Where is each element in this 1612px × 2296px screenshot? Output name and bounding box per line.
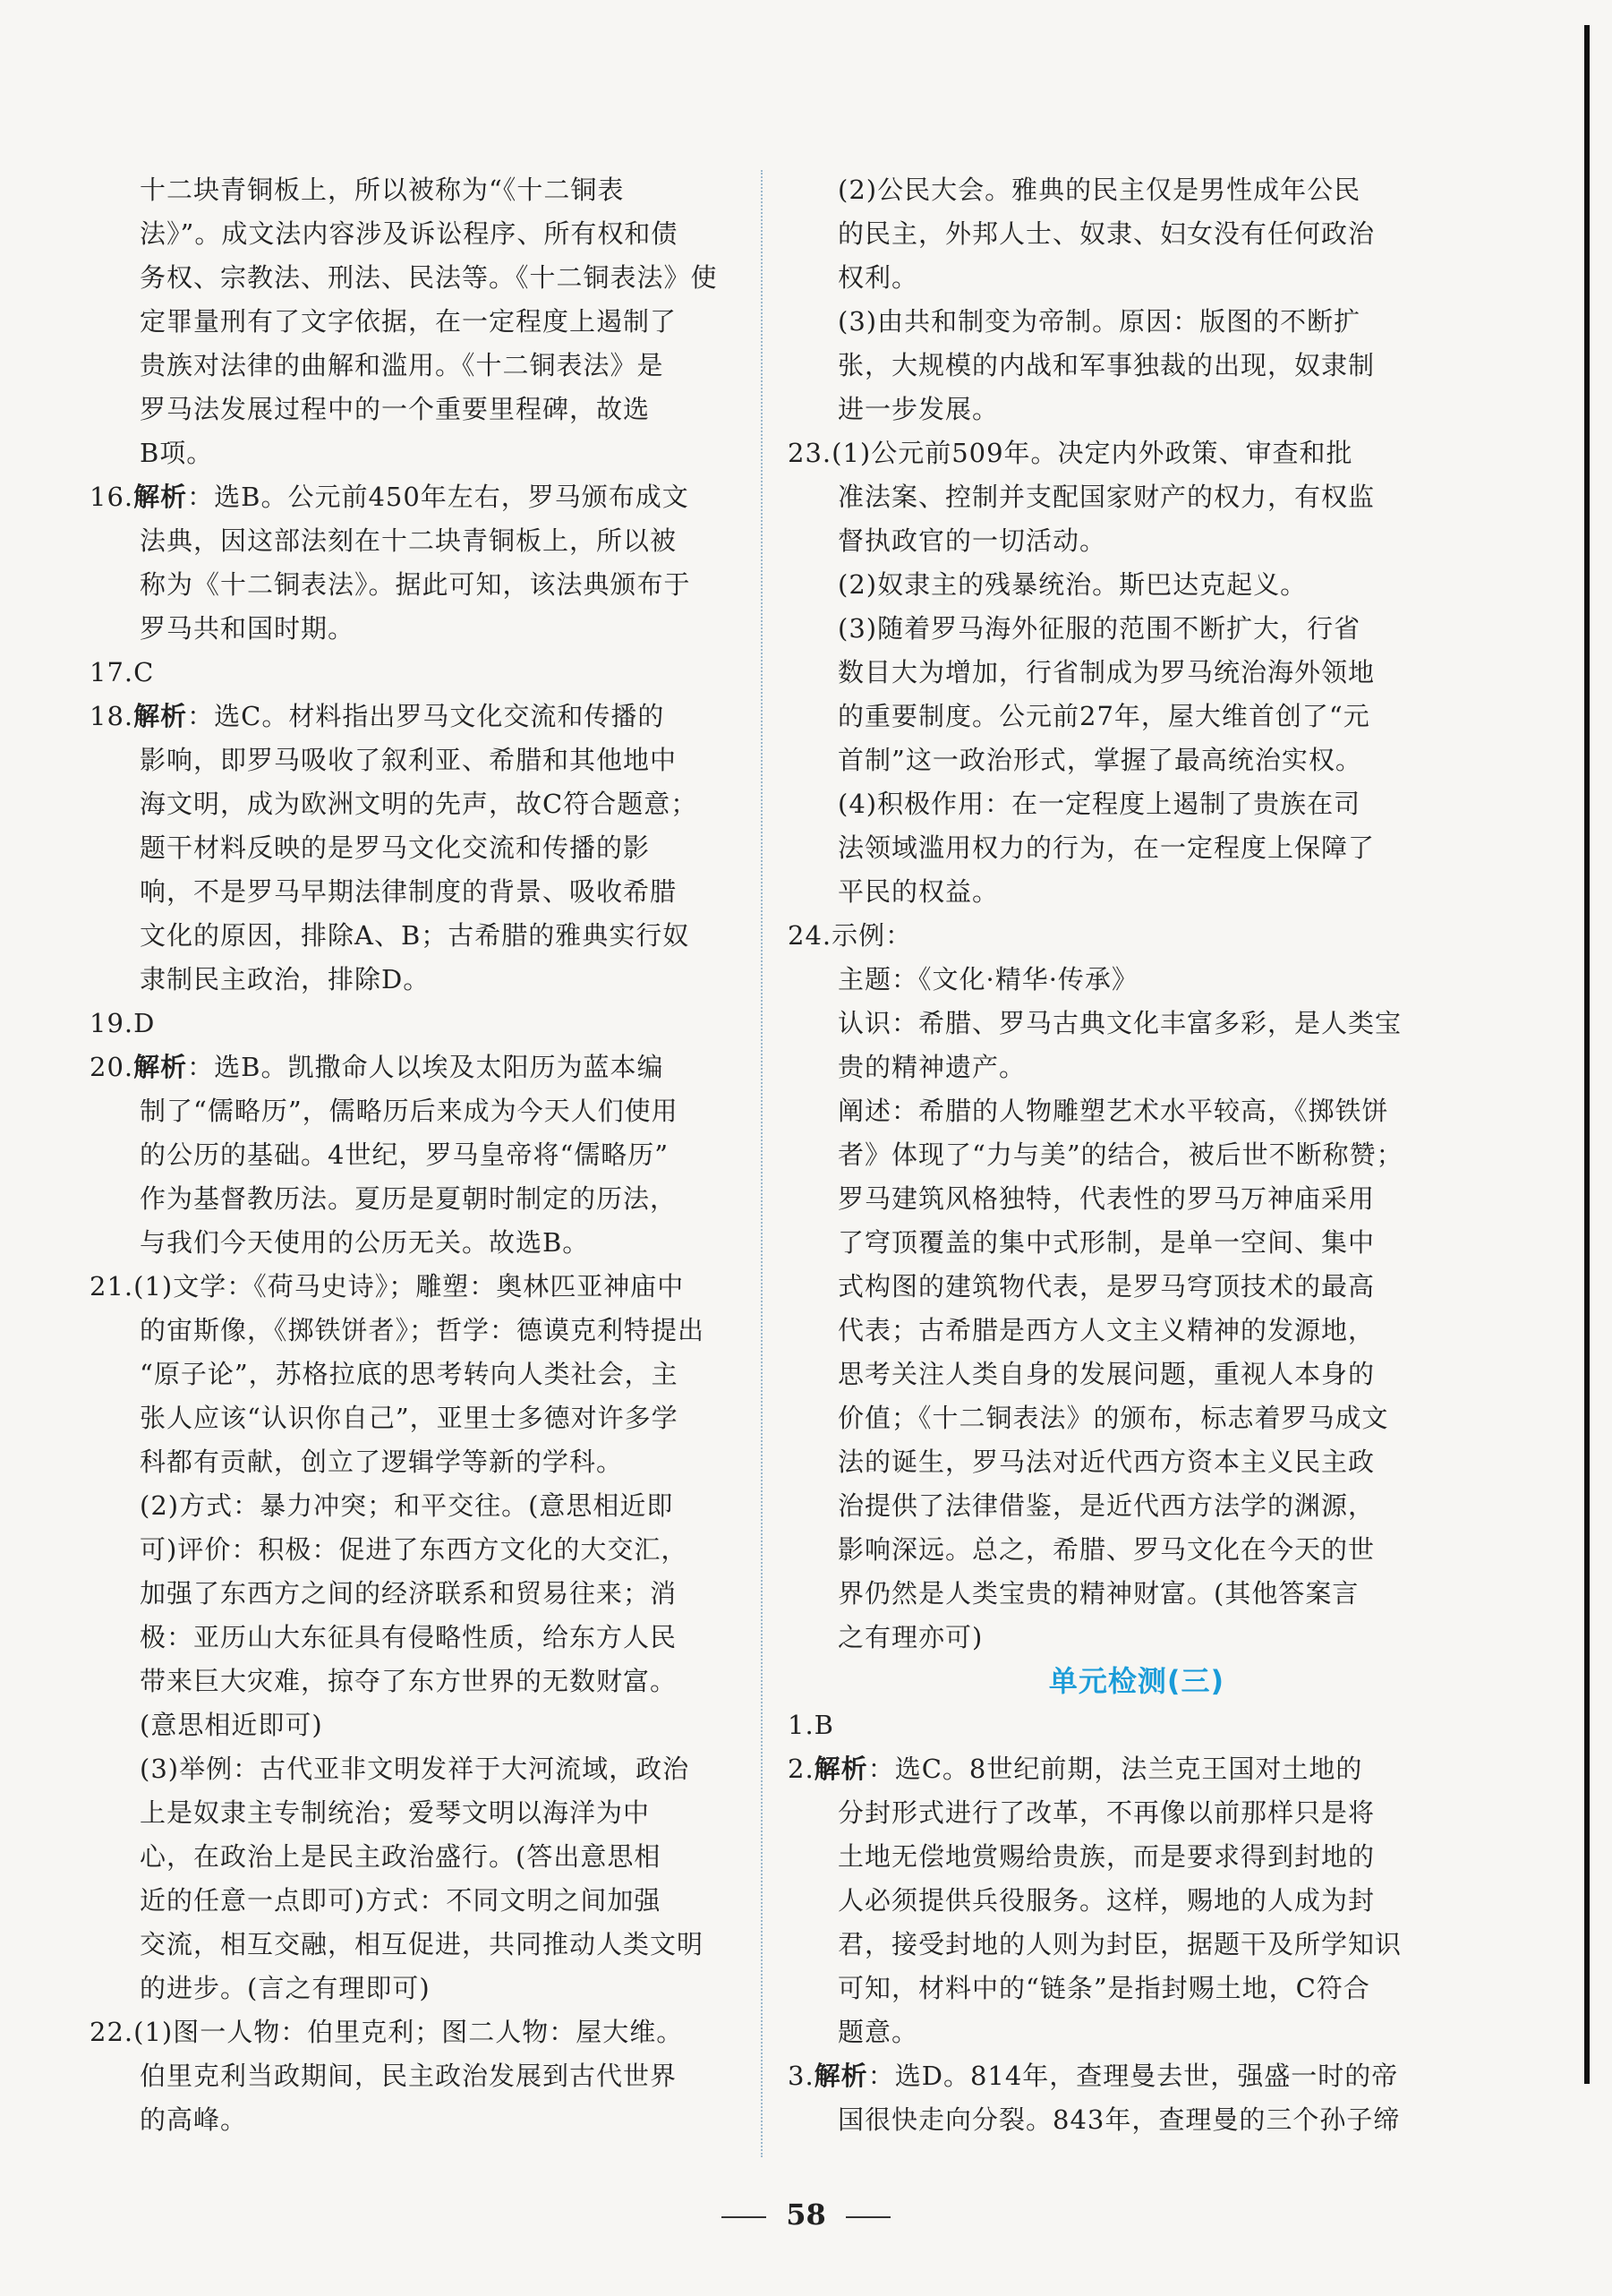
line-text: 阐述：希腊的人物雕塑艺术水平较高，《掷铁饼 [838, 1096, 1389, 1126]
line-text: 价值；《十二铜表法》的颁布，标志着罗马成文 [838, 1403, 1389, 1433]
line-text: 的宙斯像，《掷铁饼者》；哲学：德谟克利特提出 [140, 1315, 705, 1345]
line-text: ：选C。材料指出罗马文化交流和传播的 [187, 701, 665, 731]
text-line [90, 2010, 738, 2054]
question-number: 19. [90, 1008, 134, 1038]
line-text: 带来巨大灾难，掠夺了东方世界的无数财富。 [140, 1666, 678, 1696]
left-column [90, 168, 738, 2142]
line-text: 督执政官的一切活动。 [838, 525, 1107, 556]
line-text: 平民的权益。 [838, 876, 1000, 907]
line-text: B项。 [140, 438, 214, 468]
text-line [788, 1133, 1432, 1177]
text-line [90, 256, 738, 300]
line-text: 贵的精神遗产。 [838, 1052, 1027, 1082]
text-line [788, 1440, 1432, 1484]
text-line [90, 1089, 738, 1133]
line-text: (1)公元前509年。决定内外政策、审查和批 [832, 438, 1353, 468]
line-text: 作为基督教历法。夏历是夏朝时制定的历法， [140, 1183, 678, 1214]
line-text: “原子论”，苏格拉底的思考转向人类社会，主 [140, 1359, 678, 1389]
text-line [90, 1309, 738, 1353]
question-number: 23. [788, 438, 832, 468]
line-text: (2)公民大会。雅典的民主仅是男性成年公民 [838, 175, 1361, 205]
line-text: (1)图一人物：伯里克利；图二人物：屋大维。 [133, 2017, 684, 2047]
line-text: 示例： [832, 920, 913, 951]
right-column [788, 168, 1432, 2142]
text-line [788, 1967, 1432, 2010]
line-text: 思考关注人类自身的发展问题，重视人本身的 [838, 1359, 1376, 1389]
line-text: 制了“儒略历”，儒略历后来成为今天人们使用 [140, 1096, 678, 1126]
line-text: 罗马建筑风格独特，代表性的罗马万神庙采用 [838, 1183, 1376, 1214]
text-line [788, 1791, 1432, 1835]
line-text: 心，在政治上是民主政治盛行。(答出意思相 [140, 1841, 661, 1872]
text-line [788, 1528, 1432, 1572]
line-text: B [814, 1710, 834, 1740]
line-text: 与我们今天使用的公历无关。故选B。 [140, 1227, 590, 1258]
line-text: 罗马法发展过程中的一个重要里程碑，故选 [140, 394, 651, 424]
line-text: 定罪量刑有了文字依据，在一定程度上遏制了 [140, 306, 678, 337]
text-line [90, 1177, 738, 1221]
line-text: 准法案、控制并支配国家财产的权力，有权监 [838, 482, 1376, 512]
line-text: 法典，因这部法刻在十二块青铜板上，所以被 [140, 525, 678, 556]
analysis-label: 解析 [133, 701, 188, 731]
text-line [90, 1572, 738, 1616]
text-line [90, 826, 738, 870]
text-line [788, 1923, 1432, 1967]
line-text: 人必须提供兵役服务。这样，赐地的人成为封 [838, 1885, 1376, 1916]
line-text: ：选B。凯撒命人以埃及太阳历为蓝本编 [187, 1052, 664, 1082]
text-line [788, 1265, 1432, 1309]
line-text: (3)举例：古代亚非文明发祥于大河流域，政治 [140, 1754, 690, 1784]
line-text: 法》”。成文法内容涉及诉讼程序、所有权和债 [140, 218, 678, 249]
text-line [788, 1572, 1432, 1616]
text-line [90, 651, 738, 695]
text-line [90, 1221, 738, 1265]
question-number: 21. [90, 1271, 134, 1302]
text-line [788, 168, 1432, 212]
text-line [90, 607, 738, 651]
text-line [90, 1923, 738, 1967]
text-line [90, 1396, 738, 1440]
line-text: (1)文学：《荷马史诗》；雕塑：奥林匹亚神庙中 [133, 1271, 685, 1302]
text-line [788, 1747, 1432, 1791]
line-text: 主题：《文化·精华·传承》 [838, 964, 1139, 994]
question-number: 16. [90, 482, 134, 512]
line-text: D [133, 1008, 156, 1038]
line-text: (3)随着罗马海外征服的范围不断扩大，行省 [838, 613, 1361, 644]
question-number: 3. [788, 2061, 815, 2091]
text-line [90, 870, 738, 914]
text-line [90, 475, 738, 519]
line-text: 张人应该“认识你自己”，亚里士多德对许多学 [140, 1403, 678, 1433]
page-number: 58 [786, 2198, 826, 2232]
text-line [90, 1660, 738, 1703]
line-text: 土地无偿地赏赐给贵族，而是要求得到封地的 [838, 1841, 1376, 1872]
text-line [90, 388, 738, 431]
text-line [788, 1221, 1432, 1265]
line-text: 响，不是罗马早期法律制度的背景、吸收希腊 [140, 876, 678, 907]
text-line [90, 1703, 738, 1747]
text-line [788, 1002, 1432, 1046]
text-line [788, 1484, 1432, 1528]
text-line [788, 1835, 1432, 1879]
line-text: 了穹顶覆盖的集中式形制，是单一空间、集中 [838, 1227, 1376, 1258]
text-line [788, 738, 1432, 782]
text-line [90, 2054, 738, 2098]
text-line [788, 870, 1432, 914]
question-number: 18. [90, 701, 134, 731]
line-text: (意思相近即可) [140, 1710, 323, 1740]
line-text: 首制”这一政治形式，掌握了最高统治实权。 [838, 745, 1362, 775]
line-text: 权利。 [838, 262, 919, 293]
line-text: 贵族对法律的曲解和滥用。《十二铜表法》是 [140, 350, 664, 380]
line-text: 上是奴隶主专制统治；爱琴文明以海洋为中 [140, 1797, 651, 1828]
text-line [788, 2098, 1432, 2142]
text-line [90, 519, 738, 563]
analysis-label: 解析 [133, 482, 188, 512]
line-text: 进一步发展。 [838, 394, 1000, 424]
text-line [788, 1309, 1432, 1353]
text-line [788, 1089, 1432, 1133]
analysis-label: 解析 [814, 2061, 868, 2091]
line-text: 分封形式进行了改革，不再像以前那样只是将 [838, 1797, 1376, 1828]
line-text: 的民主，外邦人士、奴隶、妇女没有任何政治 [838, 218, 1376, 249]
text-line [90, 1046, 738, 1089]
line-text: 国很快走向分裂。843年，查理曼的三个孙子缔 [838, 2104, 1401, 2135]
text-line [90, 738, 738, 782]
question-number: 24. [788, 920, 832, 951]
text-line [788, 782, 1432, 826]
text-line [788, 2010, 1432, 2054]
line-text: 伯里克利当政期间，民主政治发展到古代世界 [140, 2061, 678, 2091]
text-line [90, 1747, 738, 1791]
line-text: 文化的原因，排除A、B；古希腊的雅典实行奴 [140, 920, 690, 951]
line-text: 法领域滥用权力的行为，在一定程度上保障了 [838, 832, 1376, 863]
text-line [90, 1791, 738, 1835]
text-line [90, 1967, 738, 2010]
line-text: 务权、宗教法、刑法、民法等。《十二铜表法》使 [140, 262, 718, 293]
line-text: 界仍然是人类宝贵的精神财富。(其他答案言 [838, 1578, 1360, 1609]
text-line [788, 256, 1432, 300]
text-line [90, 1353, 738, 1396]
unit-title: 单元检测(三) [1048, 1664, 1225, 1698]
page-footer [0, 2198, 1612, 2232]
analysis-label: 解析 [814, 1754, 868, 1784]
text-line [90, 1528, 738, 1572]
line-text: 科都有贡献，创立了逻辑学等新的学科。 [140, 1447, 624, 1477]
text-line [90, 212, 738, 256]
line-text: ：选D。814年，查理曼去世，强盛一时的帝 [867, 2061, 1399, 2091]
line-text: (2)奴隶主的残暴统治。斯巴达克起义。 [838, 569, 1308, 600]
text-line [90, 1484, 738, 1528]
line-text: 题意。 [838, 2017, 919, 2047]
line-text: ：选B。公元前450年左右，罗马颁布成文 [187, 482, 689, 512]
line-text: 君，接受封地的人则为封臣，据题干及所学知识 [838, 1929, 1403, 1959]
text-line [788, 1879, 1432, 1923]
text-line [788, 651, 1432, 695]
text-line [788, 607, 1432, 651]
text-line [90, 1133, 738, 1177]
text-line [788, 300, 1432, 344]
line-text: 可)评价：积极：促进了东西方文化的大交汇， [140, 1534, 688, 1565]
line-text: 认识：希腊、罗马古典文化丰富多彩，是人类宝 [838, 1008, 1403, 1038]
text-line [788, 2054, 1432, 2098]
line-text: 近的任意一点即可)方式：不同文明之间加强 [140, 1885, 661, 1916]
question-number: 17. [90, 657, 134, 687]
text-line [788, 212, 1432, 256]
text-line [90, 300, 738, 344]
text-line [90, 1440, 738, 1484]
text-line [788, 388, 1432, 431]
line-text: 加强了东西方之间的经济联系和贸易往来；消 [140, 1578, 678, 1609]
text-line [788, 475, 1432, 519]
text-line [788, 519, 1432, 563]
question-number: 1. [788, 1710, 815, 1740]
line-text: 题干材料反映的是罗马文化交流和传播的影 [140, 832, 651, 863]
column-divider [761, 170, 763, 2157]
text-line [788, 1396, 1432, 1440]
line-text: 代表；古希腊是西方人文主义精神的发源地， [838, 1315, 1376, 1345]
text-line [90, 431, 738, 475]
text-line [788, 431, 1432, 475]
line-text: 极：亚历山大东征具有侵略性质，给东方人民 [140, 1622, 678, 1652]
line-text: 影响深远。总之，希腊、罗马文化在今天的世 [838, 1534, 1376, 1565]
line-text: (3)由共和制变为帝制。原因：版图的不断扩 [838, 306, 1361, 337]
line-text: 影响，即罗马吸收了叙利亚、希腊和其他地中 [140, 745, 678, 775]
text-line [90, 958, 738, 1002]
line-text: 的公历的基础。4世纪，罗马皇帝将“儒略历” [140, 1139, 670, 1170]
text-line [90, 1265, 738, 1309]
text-line [90, 1879, 738, 1923]
analysis-label: 解析 [133, 1052, 188, 1082]
line-text: 者》体现了“力与美”的结合，被后世不断称赞； [838, 1139, 1403, 1170]
text-line [90, 914, 738, 958]
line-text: 的高峰。 [140, 2104, 248, 2135]
line-text: 的进步。(言之有理即可) [140, 1973, 431, 2003]
line-text: 称为《十二铜表法》。据此可知，该法典颁布于 [140, 569, 691, 600]
line-text: 十二块青铜板上，所以被称为“《十二铜表 [140, 175, 625, 205]
text-line [788, 1616, 1432, 1660]
line-text: 法的诞生，罗马法对近代西方资本主义民主政 [838, 1447, 1376, 1477]
text-line [90, 695, 738, 738]
line-text: (4)积极作用：在一定程度上遏制了贵族在司 [838, 789, 1361, 819]
line-text: 罗马共和国时期。 [140, 613, 355, 644]
text-line [788, 1353, 1432, 1396]
line-text: 治提供了法律借鉴，是近代西方法学的渊源， [838, 1490, 1376, 1521]
line-text: 隶制民主政治，排除D。 [140, 964, 431, 994]
text-line [90, 168, 738, 212]
footer-dash-right [846, 2216, 891, 2218]
line-text: C [133, 657, 155, 687]
text-line [788, 1703, 1432, 1747]
line-text: 数目大为增加，行省制成为罗马统治海外领地 [838, 657, 1376, 687]
line-text: ：选C。8世纪前期，法兰克王国对土地的 [867, 1754, 1363, 1784]
text-line [788, 958, 1432, 1002]
question-number: 20. [90, 1052, 134, 1082]
line-text: 张，大规模的内战和军事独裁的出现，奴隶制 [838, 350, 1376, 380]
text-line [90, 563, 738, 607]
question-number: 22. [90, 2017, 134, 2047]
text-line [788, 344, 1432, 388]
text-line [90, 2098, 738, 2142]
line-text: 可知，材料中的“链条”是指封赐土地，C符合 [838, 1973, 1370, 2003]
line-text: 之有理亦可) [838, 1622, 984, 1652]
text-line [90, 1616, 738, 1660]
footer-dash-left [721, 2216, 766, 2218]
text-line [90, 1835, 738, 1879]
text-line [788, 1177, 1432, 1221]
text-line [788, 914, 1432, 958]
text-line [788, 563, 1432, 607]
line-text: 的重要制度。公元前27年，屋大维首创了“元 [838, 701, 1370, 731]
question-number: 2. [788, 1754, 815, 1784]
line-text: (2)方式：暴力冲突；和平交往。(意思相近即 [140, 1490, 674, 1521]
text-line [788, 695, 1432, 738]
text-line [788, 1046, 1432, 1089]
text-line [90, 782, 738, 826]
binding-edge-bar [1584, 25, 1590, 2084]
text-line [90, 1002, 738, 1046]
text-line [788, 826, 1432, 870]
text-line [90, 344, 738, 388]
line-text: 海文明，成为欧洲文明的先声，故C符合题意； [140, 789, 698, 819]
line-text: 式构图的建筑物代表，是罗马穹顶技术的最高 [838, 1271, 1376, 1302]
line-text: 交流，相互交融，相互促进，共同推动人类文明 [140, 1929, 704, 1959]
